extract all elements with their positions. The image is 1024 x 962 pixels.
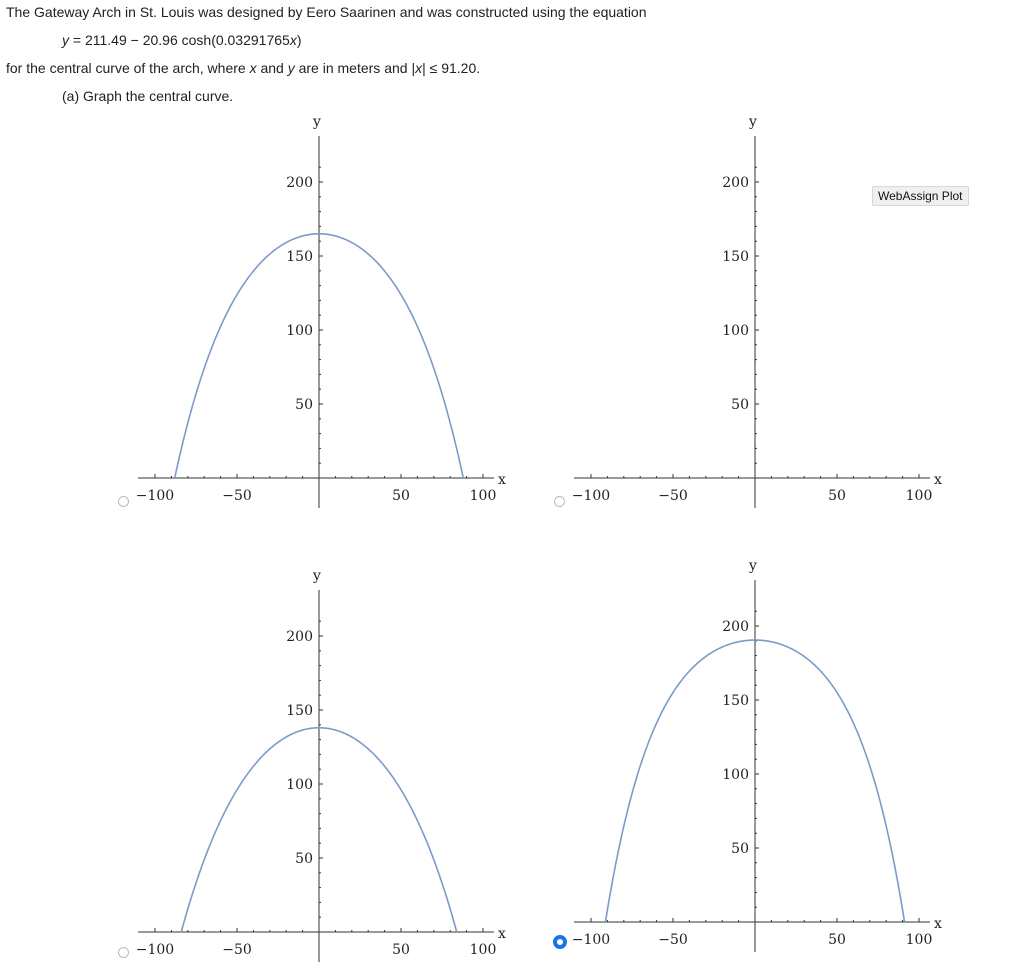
part-a-label: (a) Graph the central curve.	[62, 88, 234, 104]
option-1-plot[interactable]	[124, 108, 509, 508]
condition-var-y: y	[287, 60, 295, 76]
x-tick-label: 100	[469, 942, 497, 958]
y-tick-label: 50	[295, 397, 313, 413]
equation-var: x	[289, 32, 297, 48]
y-axis-letter: y	[313, 114, 321, 130]
y-tick-label: 200	[722, 175, 749, 191]
condition-var-x2: x	[415, 60, 423, 76]
x-tick-label: −100	[571, 932, 611, 948]
x-tick-label: −50	[658, 488, 688, 504]
x-tick-label: −100	[135, 488, 175, 504]
x-tick-label: 100	[905, 932, 933, 948]
option-4-svg	[560, 552, 945, 952]
y-tick-label: 150	[286, 249, 313, 265]
x-axis-letter: x	[498, 472, 506, 488]
option-3-plot[interactable]	[124, 562, 509, 962]
x-tick-label: 100	[469, 488, 497, 504]
y-tick-label: 100	[722, 323, 749, 339]
y-tick-label: 200	[286, 175, 313, 191]
y-tick-label: 50	[731, 841, 749, 857]
option-4-plot[interactable]	[560, 552, 945, 952]
condition-var-x: x	[249, 60, 257, 76]
question-condition	[6, 60, 480, 76]
x-axis-letter: x	[934, 472, 942, 488]
x-tick-label: −100	[571, 488, 611, 504]
equation	[62, 32, 302, 48]
y-axis-letter: y	[313, 568, 321, 584]
x-tick-label: 50	[392, 942, 410, 958]
equation-lhs: y	[62, 32, 69, 48]
condition-part3: are in meters and |	[294, 60, 416, 76]
webassign-plot-badge[interactable]: WebAssign Plot	[872, 186, 969, 206]
y-tick-label: 100	[286, 323, 313, 339]
x-tick-label: −50	[222, 942, 252, 958]
y-tick-label: 50	[731, 397, 749, 413]
condition-part1: for the central curve of the arch, where	[6, 60, 250, 76]
condition-part2: and	[256, 60, 288, 76]
y-tick-label: 150	[722, 249, 749, 265]
y-tick-label: 200	[722, 619, 749, 635]
option-2-svg	[560, 108, 945, 508]
y-axis-letter: y	[749, 558, 757, 574]
x-tick-label: −50	[658, 932, 688, 948]
condition-part4: | ≤ 91.20.	[422, 60, 481, 76]
x-tick-label: −50	[222, 488, 252, 504]
x-tick-label: 100	[905, 488, 933, 504]
question-intro: The Gateway Arch in St. Louis was designed by Eero Saarinen and was constructed using the equation	[6, 4, 647, 20]
y-tick-label: 50	[295, 851, 313, 867]
y-tick-label: 100	[286, 777, 313, 793]
x-tick-label: 50	[392, 488, 410, 504]
y-tick-label: 100	[722, 767, 749, 783]
x-axis-letter: x	[934, 916, 942, 932]
x-tick-label: −100	[135, 942, 175, 958]
option-2-plot[interactable]	[560, 108, 945, 508]
option-1-svg	[124, 108, 509, 508]
option-3-svg	[124, 562, 509, 962]
y-tick-label: 200	[286, 629, 313, 645]
equation-rhs-suffix: )	[296, 32, 302, 48]
y-tick-label: 150	[722, 693, 749, 709]
x-tick-label: 50	[828, 932, 846, 948]
x-axis-letter: x	[498, 926, 506, 942]
equation-rhs-prefix: = 211.49 − 20.96 cosh(0.03291765	[69, 32, 290, 48]
x-tick-label: 50	[828, 488, 846, 504]
y-axis-letter: y	[749, 114, 757, 130]
y-tick-label: 150	[286, 703, 313, 719]
